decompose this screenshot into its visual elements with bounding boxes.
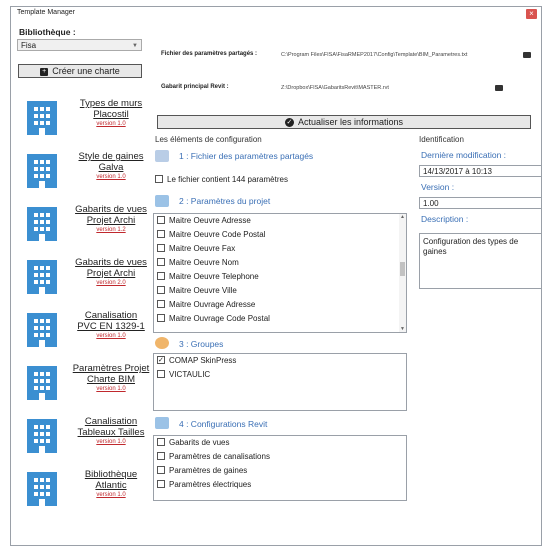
chart-version[interactable]: version 2.0	[96, 280, 126, 286]
group-item[interactable]	[154, 368, 406, 382]
chart-item[interactable]	[19, 201, 154, 249]
chart-name-line1[interactable]: Paramètres Projet	[72, 363, 150, 374]
checkbox[interactable]	[157, 272, 165, 280]
chart-name-line2[interactable]: Placostil	[93, 109, 129, 120]
group-label: VICTAULIC	[169, 370, 211, 379]
chart-item[interactable]	[19, 148, 154, 196]
scroll-up-icon[interactable]: ▲	[400, 214, 405, 220]
project-param-item[interactable]	[154, 284, 406, 298]
checkbox[interactable]	[157, 244, 165, 252]
revit-config-label: Gabarits de vues	[169, 438, 230, 447]
shared-params-path: C:\Program Files\FISA\FisaRMEP2017\Config\Template\BIM_Parametres.txt	[281, 52, 468, 58]
checkbox[interactable]	[157, 230, 165, 238]
description-label: Description :	[421, 214, 469, 224]
project-params-list[interactable]	[153, 213, 407, 333]
check-circle-icon: ✓	[286, 119, 293, 127]
create-chart-label: Créer une charte	[52, 66, 120, 76]
last-modification-label: Dernière modification :	[421, 150, 507, 160]
chart-item[interactable]	[19, 95, 154, 143]
project-param-item[interactable]	[154, 214, 406, 228]
library-selected-value: Fisa	[21, 41, 37, 50]
project-params-icon	[155, 195, 169, 207]
version-label: Version :	[421, 182, 455, 192]
building-icon	[27, 154, 57, 188]
building-icon	[27, 207, 57, 241]
title-bar	[11, 7, 541, 23]
description-field[interactable]: Configuration des types de gaines	[419, 233, 542, 289]
chart-name-line2[interactable]: Tableaux Tailles	[77, 427, 145, 438]
window-title: Template Manager	[17, 9, 75, 16]
revit-config-item[interactable]	[154, 478, 406, 492]
chart-item[interactable]	[19, 307, 154, 355]
chart-item[interactable]	[19, 413, 154, 461]
folder-icon[interactable]	[523, 52, 531, 58]
plus-icon: +	[42, 67, 47, 75]
building-icon	[27, 419, 57, 453]
project-param-item[interactable]	[154, 298, 406, 312]
chart-name-line2[interactable]: Galva	[98, 162, 124, 173]
project-param-item[interactable]	[154, 312, 406, 326]
chart-version[interactable]: version 1.2	[96, 227, 126, 233]
chart-name-line1[interactable]: Gabarits de vues	[75, 257, 147, 268]
shared-params-count-text: Le fichier contient 144 paramètres	[167, 175, 288, 184]
project-params-scrollbar[interactable]	[399, 214, 406, 332]
revit-config-icon	[155, 417, 169, 429]
checkbox[interactable]	[157, 216, 165, 224]
close-icon[interactable]: ×	[526, 9, 537, 19]
main-template-label: Gabarit principal Revit :	[161, 84, 229, 90]
building-icon	[27, 101, 57, 135]
building-icon	[27, 366, 57, 400]
project-param-label: Maitre Oeuvre Adresse	[169, 216, 251, 225]
building-icon	[27, 313, 57, 347]
chart-item[interactable]	[19, 466, 154, 514]
library-select[interactable]	[17, 39, 142, 51]
chart-name-line2[interactable]: Projet Archi	[86, 215, 136, 226]
shared-params-label: Fichier des paramètres partagés :	[161, 51, 258, 57]
revit-config-item[interactable]	[154, 450, 406, 464]
checkbox[interactable]	[157, 438, 165, 446]
version-field[interactable]: 1.00	[419, 197, 542, 209]
section-groups-title: 3 : Groupes	[179, 339, 224, 349]
shared-params-info	[155, 175, 288, 184]
chart-name-line1[interactable]: Bibliothèque	[84, 469, 138, 480]
create-chart-button[interactable]	[18, 64, 142, 78]
scroll-thumb[interactable]	[400, 262, 405, 276]
chart-version[interactable]: version 1.0	[96, 121, 126, 127]
scroll-down-icon[interactable]: ▼	[400, 326, 405, 332]
template-manager-window	[10, 6, 542, 546]
section-shared-params-title: 1 : Fichier des paramètres partagés	[179, 151, 314, 161]
chart-version[interactable]: version 1.0	[96, 386, 126, 392]
chart-version[interactable]: version 1.0	[96, 492, 126, 498]
revit-config-item[interactable]	[154, 464, 406, 478]
project-param-item[interactable]	[154, 228, 406, 242]
update-info-button[interactable]	[157, 115, 531, 129]
project-param-item[interactable]	[154, 270, 406, 284]
building-icon	[27, 472, 57, 506]
checkbox[interactable]	[157, 452, 165, 460]
project-param-label: Maitre Oeuvre Telephone	[169, 272, 259, 281]
project-param-label: Maitre Ouvrage Adresse	[169, 300, 256, 309]
checkbox[interactable]	[157, 370, 165, 378]
section-revit-config-title: 4 : Configurations Revit	[179, 419, 268, 429]
checkbox[interactable]	[157, 356, 165, 364]
revit-config-label: Paramètres de gaines	[169, 466, 248, 475]
project-param-label: Maitre Ouvrage Code Postal	[169, 314, 270, 323]
revit-config-label: Paramètres électriques	[169, 480, 252, 489]
checkbox[interactable]	[157, 314, 165, 322]
project-param-label: Maitre Oeuvre Ville	[169, 286, 237, 295]
chart-name-line2[interactable]: Charte BIM	[86, 374, 136, 385]
config-group-label: Les éléments de configuration	[155, 135, 262, 144]
revit-config-item[interactable]	[154, 436, 406, 450]
last-modification-field[interactable]: 14/13/2017 à 10:13	[419, 165, 542, 177]
main-template-path: Z:\Dropbox\FISA\GabaritsRevit\MASTER.rvt	[281, 85, 389, 91]
checkbox[interactable]	[157, 258, 165, 266]
folder-icon[interactable]	[495, 85, 503, 91]
project-param-label: Maitre Oeuvre Fax	[169, 244, 236, 253]
chart-item[interactable]	[19, 360, 154, 408]
chart-name-line2[interactable]: PVC EN 1329-1	[77, 321, 145, 332]
groups-list[interactable]	[153, 353, 407, 411]
chart-name-line1[interactable]: Types de murs	[79, 98, 143, 109]
chart-item[interactable]	[19, 254, 154, 302]
checkbox[interactable]	[157, 300, 165, 308]
chart-name-line1[interactable]: Style de gaines	[78, 151, 144, 162]
chart-name-line2[interactable]: Atlantic	[95, 480, 127, 491]
group-item[interactable]	[154, 354, 406, 368]
library-label: Bibliothèque :	[19, 27, 76, 37]
chart-name-line1[interactable]: Canalisation	[84, 416, 138, 427]
project-param-item[interactable]	[154, 256, 406, 270]
identification-group-label: Identification	[419, 135, 464, 144]
chart-name-line2[interactable]: Projet Archi	[86, 268, 136, 279]
groups-icon	[155, 337, 169, 349]
chart-name-line1[interactable]: Canalisation	[84, 310, 138, 321]
project-param-item[interactable]	[154, 242, 406, 256]
group-label: COMAP SkinPress	[169, 356, 237, 365]
chart-version[interactable]: version 1.0	[96, 439, 126, 445]
update-info-label: Actualiser les informations	[297, 117, 404, 127]
revit-config-label: Paramètres de canalisations	[169, 452, 270, 461]
chart-version[interactable]: version 1.0	[96, 333, 126, 339]
chart-name-line1[interactable]: Gabarits de vues	[75, 204, 147, 215]
building-icon	[27, 260, 57, 294]
chart-version[interactable]: version 1.0	[96, 174, 126, 180]
revit-config-list[interactable]	[153, 435, 407, 501]
chevron-down-icon: ▼	[132, 43, 138, 49]
shared-file-icon	[155, 150, 169, 162]
checkbox[interactable]	[157, 286, 165, 294]
section-project-params-title: 2 : Paramètres du projet	[179, 196, 271, 206]
project-param-label: Maitre Oeuvre Code Postal	[169, 230, 266, 239]
checkbox[interactable]	[157, 466, 165, 474]
shared-params-checkbox[interactable]	[155, 175, 163, 183]
checkbox[interactable]	[157, 480, 165, 488]
project-param-label: Maitre Oeuvre Nom	[169, 258, 239, 267]
